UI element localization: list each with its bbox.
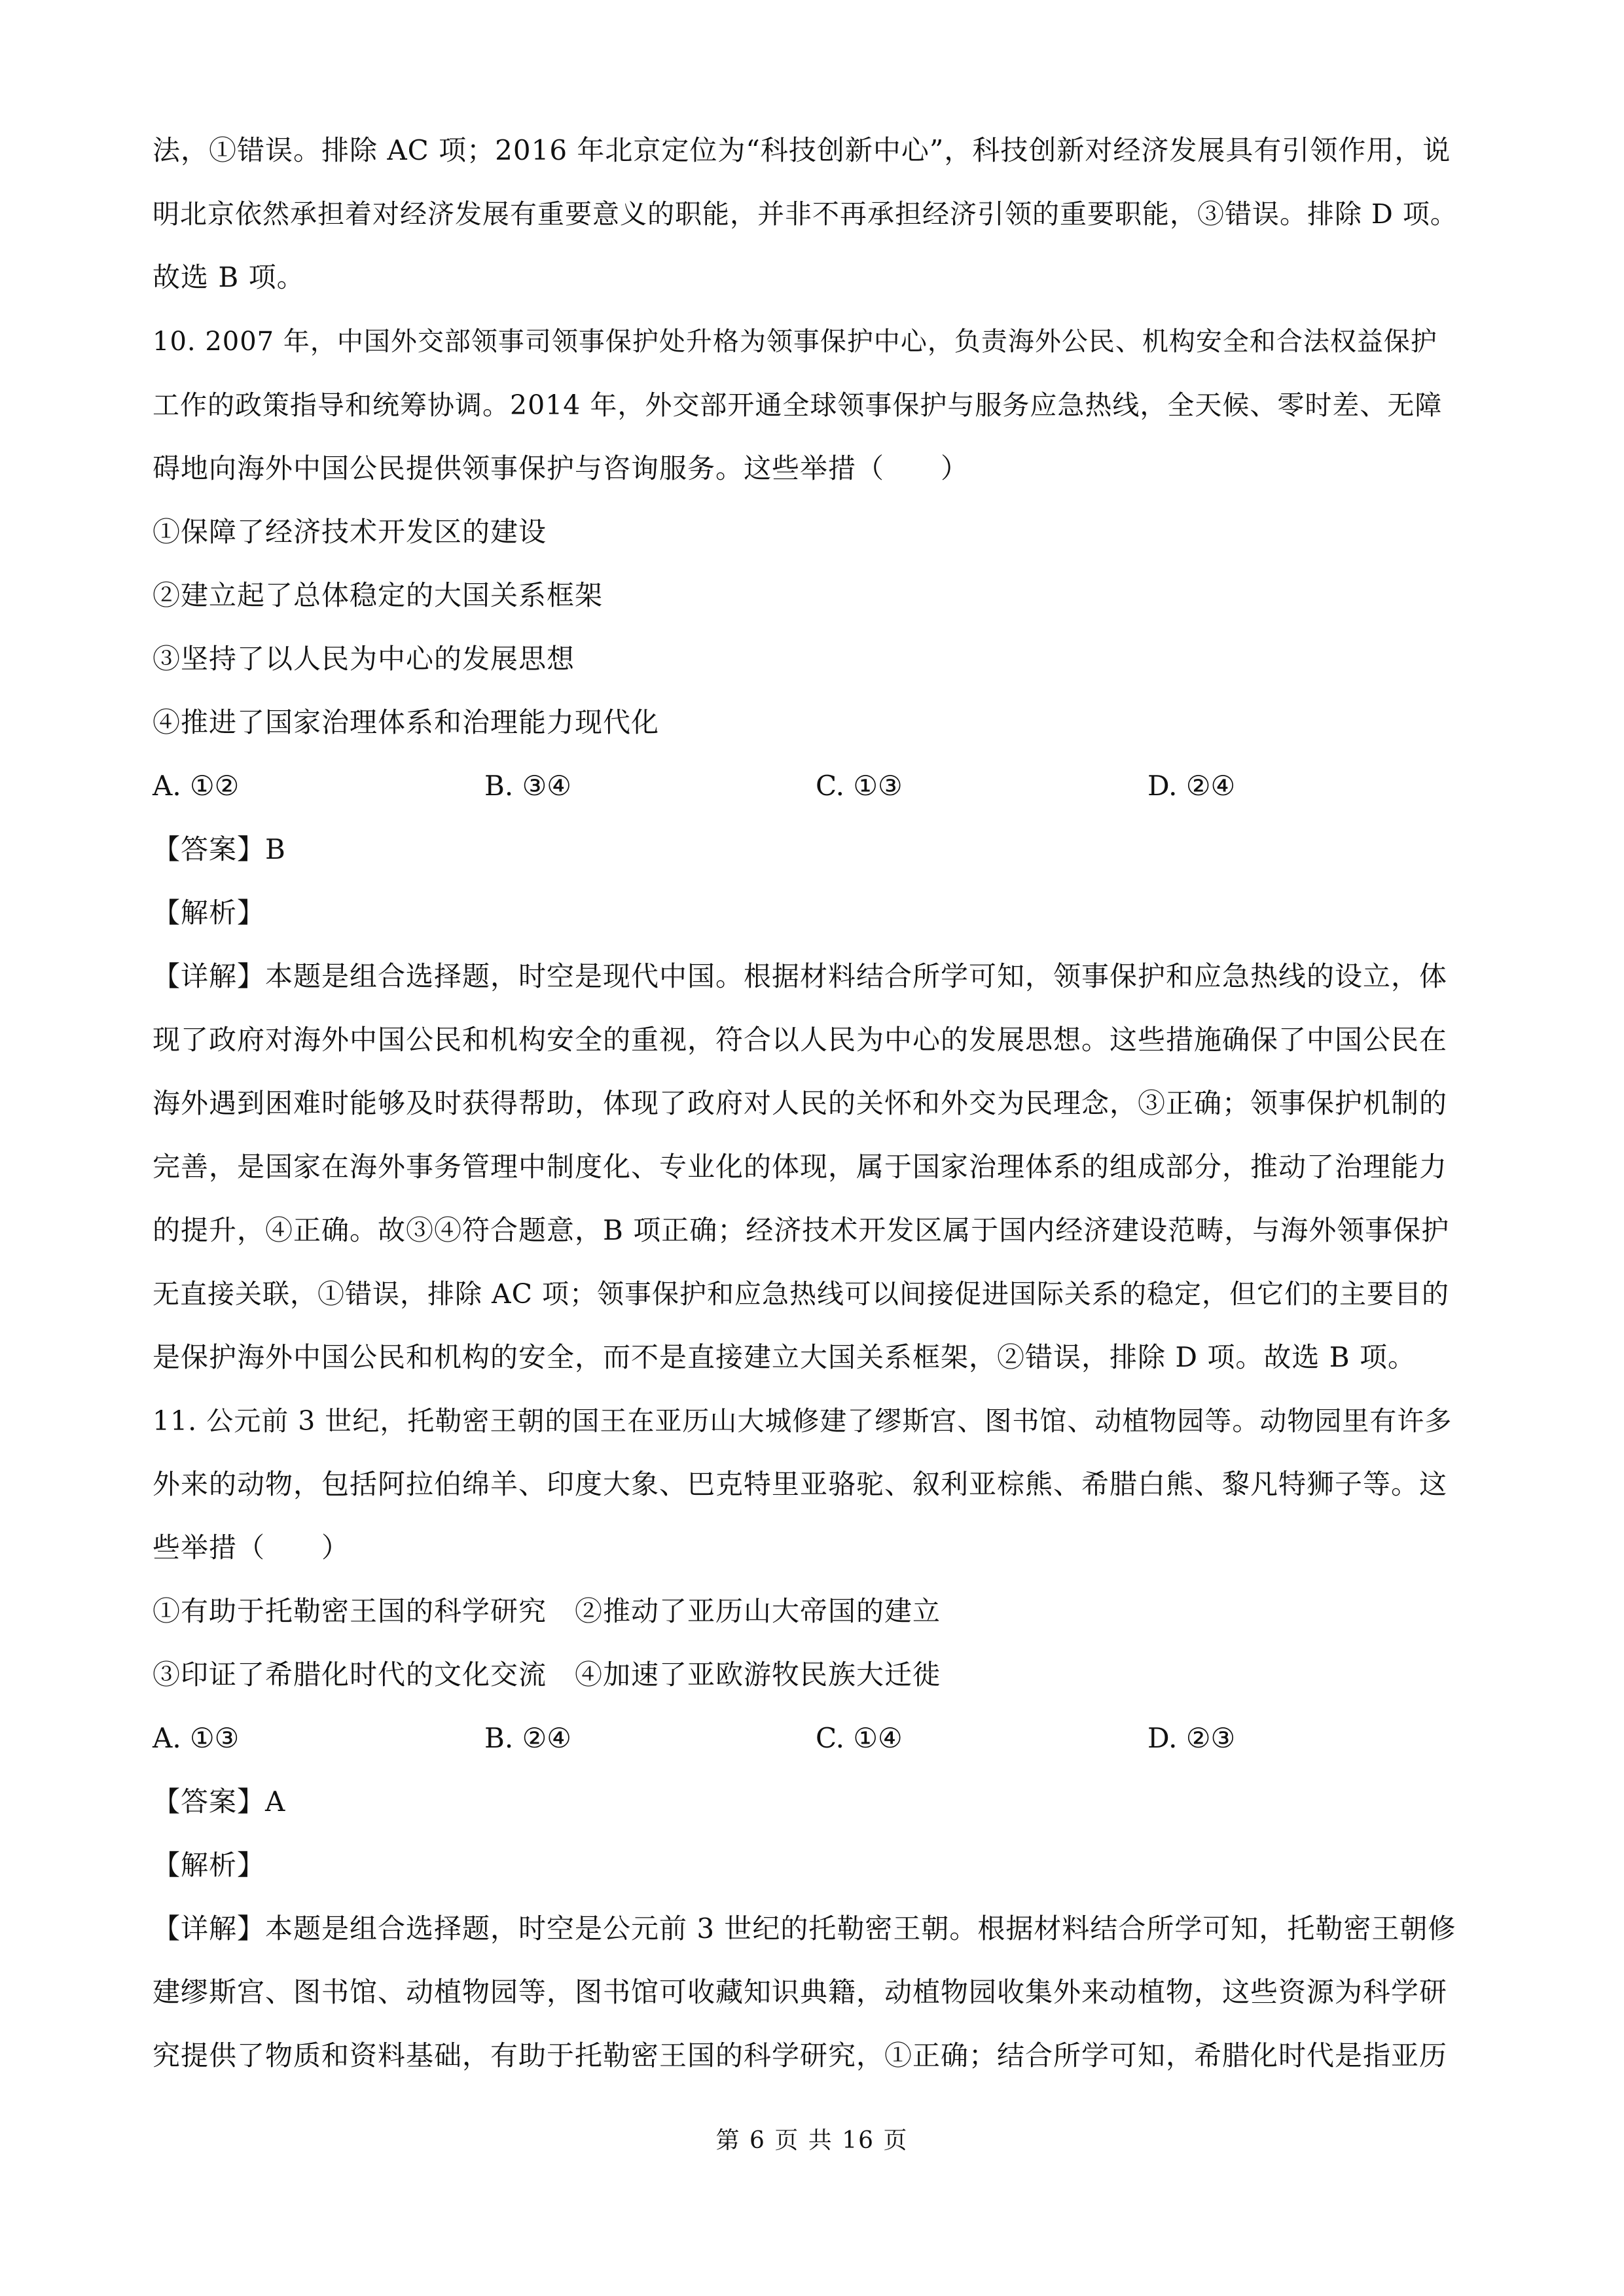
q10-detail-line-1: 【详解】本题是组合选择题，时空是现代中国。根据材料结合所学可知，领事保护和应急热线的设立，体: [153, 960, 1448, 992]
q10-detail-line-7: 是保护海外中国公民和机构的安全，而不是直接建立大国关系框架，②错误，排除 D 项。故选 B 项。: [153, 1341, 1416, 1373]
q10-option-c: C. ①③: [816, 770, 903, 802]
q10-analysis-label: 【解析】: [153, 897, 266, 929]
q10-detail-line-4: 完善，是国家在海外事务管理中制度化、专业化的体现，属于国家治理体系的组成部分，推动了治理能力: [153, 1151, 1448, 1183]
q10-option-d: D. ②④: [1147, 770, 1236, 802]
q11-option-d: D. ②③: [1147, 1722, 1236, 1754]
q11-stem-line-1: 11. 公元前 3 世纪，托勒密王朝的国王在亚历山大城修建了缪斯宫、图书馆、动植物园等。动物园里有许多: [153, 1405, 1453, 1437]
q10-stem-line-3: 碍地向海外中国公民提供领事保护与咨询服务。这些举措（ ）: [153, 452, 969, 484]
q11-statement-line-2: ③印证了希腊化时代的文化交流 ④加速了亚欧游牧民族大迁徙: [153, 1659, 941, 1691]
q11-detail-line-3: 究提供了物质和资料基础，有助于托勒密王国的科学研究，①正确；结合所学可知，希腊化时代是指亚历: [153, 2039, 1448, 2072]
q10-detail-line-5: 的提升，④正确。故③④符合题意，B 项正确；经济技术开发区属于国内经济建设范畴，与海外领事保护: [153, 1214, 1450, 1246]
q11-statement-line-1: ①有助于托勒密王国的科学研究 ②推动了亚历山大帝国的建立: [153, 1595, 941, 1627]
prev-analysis-line-1: 法，①错误。排除 AC 项；2016 年北京定位为“科技创新中心”，科技创新对经济发展具有引领作用，说: [153, 134, 1451, 166]
q11-options: [153, 1719, 1468, 1758]
q11-option-c: C. ①④: [816, 1722, 903, 1754]
q11-analysis-label: 【解析】: [153, 1849, 266, 1881]
q10-stem-line-1: 10. 2007 年，中国外交部领事司领事保护处升格为领事保护中心，负责海外公民、机构安全和合法权益保护: [153, 327, 1437, 357]
q10-detail-line-6: 无直接关联，①错误，排除 AC 项；领事保护和应急热线可以间接促进国际关系的稳定，但它们的主要目的: [153, 1278, 1450, 1310]
q10-stem-line-2: 工作的政策指导和统筹协调。2014 年，外交部开通全球领事保护与服务应急热线，全天候、零时差、无障: [153, 389, 1443, 421]
q11-option-a: A. ①③: [153, 1722, 240, 1754]
q10-option-a: A. ①②: [153, 770, 240, 802]
q11-option-b: B. ②④: [484, 1722, 571, 1754]
q10-detail-line-2: 现了政府对海外中国公民和机构安全的重视，符合以人民为中心的发展思想。这些措施确保了中国公民在: [153, 1024, 1448, 1056]
q10-statement-4: ④推进了国家治理体系和治理能力现代化: [153, 706, 660, 738]
q11-detail-line-2: 建缪斯宫、图书馆、动植物园等，图书馆可收藏知识典籍，动植物园收集外来动植物，这些资源为科学研: [153, 1976, 1448, 2008]
page-number-footer: 第 6 页 共 16 页: [715, 2127, 909, 2154]
q10-detail-line-3: 海外遇到困难时能够及时获得帮助，体现了政府对人民的关怀和外交为民理念，③正确；领事保护机制的: [153, 1087, 1448, 1119]
q10-options: [153, 766, 1468, 806]
q10-statement-2: ②建立起了总体稳定的大国关系框架: [153, 579, 604, 611]
q11-stem-line-3: 些举措（ ）: [153, 1532, 350, 1564]
q10-statement-1: ①保障了经济技术开发区的建设: [153, 516, 547, 548]
q11-answer: 【答案】A: [153, 1785, 286, 1818]
q10-statement-3: ③坚持了以人民为中心的发展思想: [153, 643, 575, 675]
q10-answer: 【答案】B: [153, 833, 286, 865]
q11-detail-line-1: 【详解】本题是组合选择题，时空是公元前 3 世纪的托勒密王朝。根据材料结合所学可知，托勒密王朝修: [153, 1912, 1456, 1945]
q11-stem-line-2: 外来的动物，包括阿拉伯绵羊、印度大象、巴克特里亚骆驼、叙利亚棕熊、希腊白熊、黎凡特狮子等。这: [153, 1468, 1448, 1500]
prev-analysis-line-2: 明北京依然承担着对经济发展有重要意义的职能，并非不再承担经济引领的重要职能，③错误。排除 D 项。: [153, 198, 1458, 230]
q10-option-b: B. ③④: [484, 770, 571, 802]
prev-analysis-line-3: 故选 B 项。: [153, 261, 305, 293]
